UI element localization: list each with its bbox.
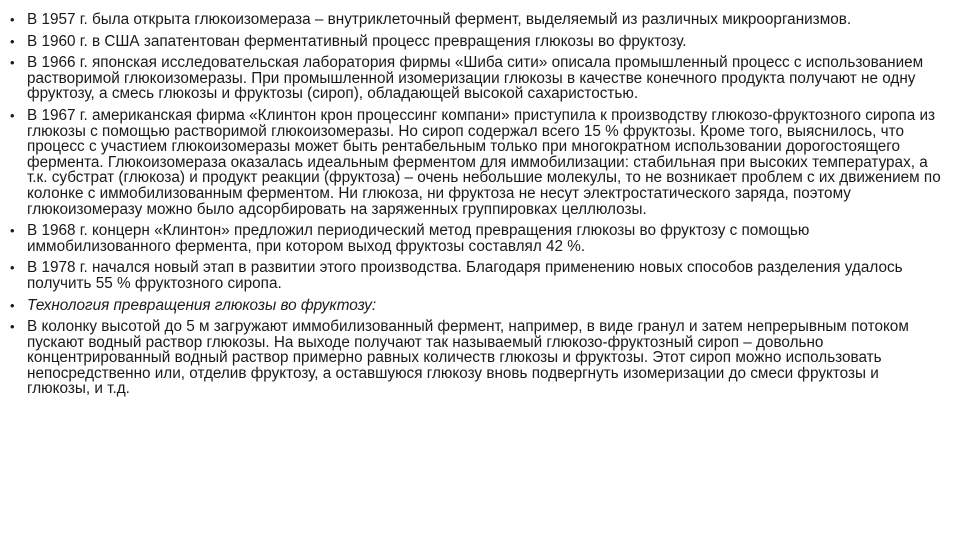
bullet-text: В 1967 г. американская фирма «Клинтон крон процессинг компани» приступила к производству глюкозо-фруктозного сиропа из глюкозы с помощью растворимой глюкоизомеразы. Но сироп содержал всего 15 % фруктозы. Кроме того, выяснилось, что процесс с участием глюкоизомеразы может быть рентабельным только при многократном использовании дорогостоящего фермента. Глюкоизомераза оказалась идеальным ферментом для иммобилизации: стабильная при высоких температурах, а т.к. субстрат (глюкоза) и продукт реакции (фруктоза) – очень небольшие молекулы, то не возникает проблем с их движением по колонке с иммобилизованным ферментом. Ни глюкоза, ни фруктоза не несут электростатического заряда, поэтому глюкоизомеразу можно было адсорбировать на заряженных группировках целлюлозы. <box>27 106 941 218</box>
bullet-item-column-process <box>10 319 942 397</box>
bullet-dot-icon: • <box>10 12 15 27</box>
bullet-item-1967 <box>10 108 942 217</box>
bullet-text: В 1966 г. японская исследовательская лаборатория фирмы «Шиба сити» описала промышленный процесс с использованием растворимой глюкоизомеразы. При промышленной изомеризации глюкозы в качестве конечного продукта получают не одну фруктозу, а смесь глюкозы и фруктозы (сироп), обладающей высокой сахаристостью. <box>27 54 924 103</box>
bullet-text: В 1978 г. начался новый этап в развитии этого производства. Благодаря применению новых способов разделения удалось получить 55 % фруктозного сиропа. <box>27 259 903 292</box>
bullet-dot-icon: • <box>10 319 15 335</box>
bullet-text: Технология превращения глюкозы во фруктозу: <box>27 296 377 314</box>
bullet-item-1957 <box>10 12 942 28</box>
bullet-text: В 1968 г. концерн «Клинтон» предложил периодический метод превращения глюкозы во фруктозу с помощью иммобилизованного фермента, при котором выход фруктозы составлял 42 %. <box>27 222 810 255</box>
bullet-list <box>10 12 942 397</box>
bullet-dot-icon: • <box>10 223 15 239</box>
bullet-item-1968 <box>10 223 942 254</box>
bullet-text: В 1960 г. в США запатентован ферментативный процесс превращения глюкозы во фруктозу. <box>27 32 687 50</box>
bullet-item-1966 <box>10 55 942 102</box>
bullet-dot-icon: • <box>10 297 15 313</box>
bullet-item-1978 <box>10 260 942 291</box>
bullet-dot-icon: • <box>10 55 15 71</box>
bullet-item-1960 <box>10 34 942 50</box>
bullet-item-technology-heading <box>10 298 942 314</box>
bullet-text: В 1957 г. была открыта глюкоизомераза – внутриклеточный фермент, выделяемый из различных микроорганизмов. <box>27 11 852 28</box>
bullet-dot-icon: • <box>10 33 15 49</box>
bullet-dot-icon: • <box>10 107 15 123</box>
bullet-dot-icon: • <box>10 260 15 276</box>
bullet-text: В колонку высотой до 5 м загружают иммобилизованный фермент, например, в виде гранул и затем непрерывным потоком пускают водный раствор глюкозы. На выходе получают так называемый глюкозо-фруктозный сироп – довольно концентрированный водный раствор примерно равных количеств глюкозы и фруктозы. Этот сироп можно использовать непосредственно или, отделив фруктозу, а оставшуюся глюкозу вновь подвергнуть изомеризации до смеси фруктозы и глюкозы, и т.д. <box>27 318 909 398</box>
